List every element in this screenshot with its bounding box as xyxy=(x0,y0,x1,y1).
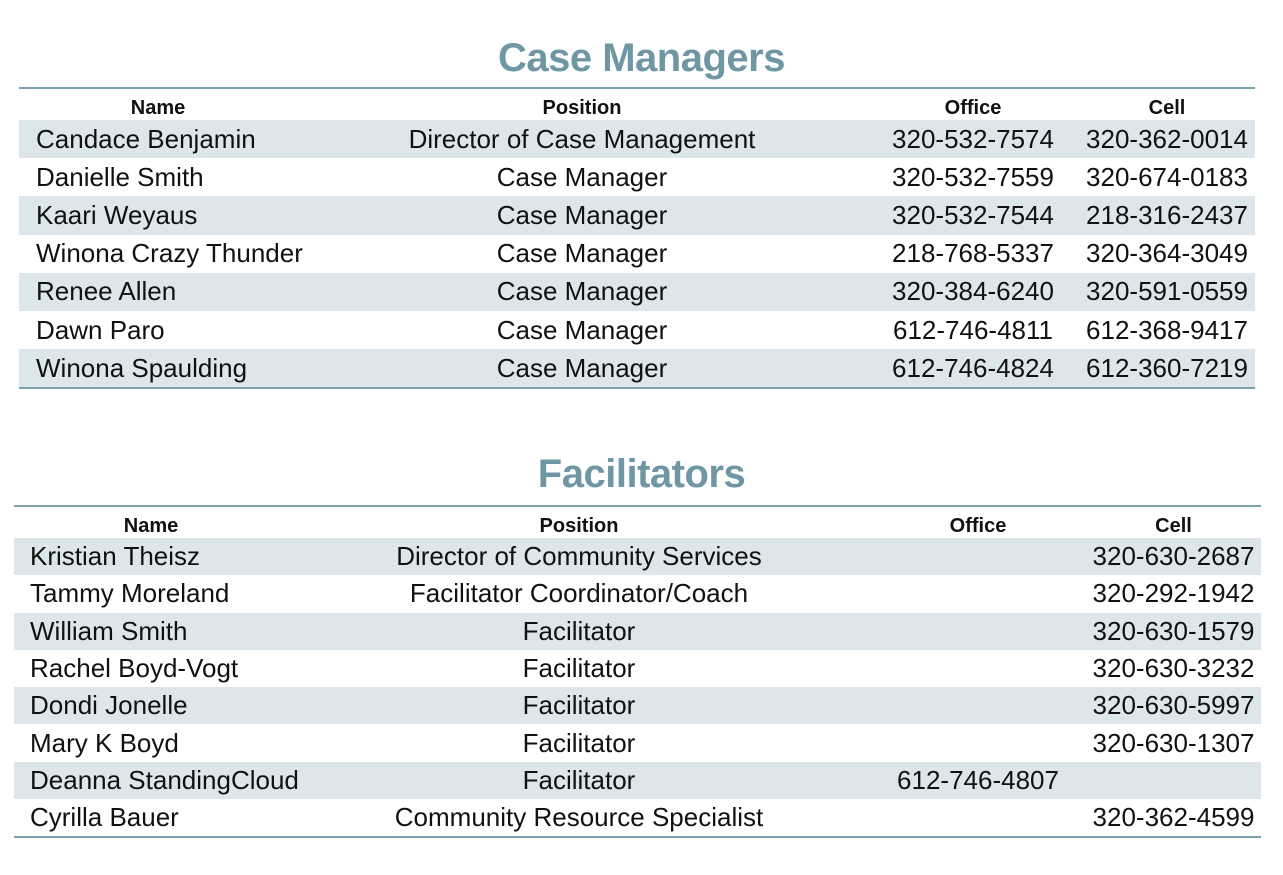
row-name: Mary K Boyd xyxy=(30,727,179,758)
row-position: Case Manager xyxy=(496,314,668,345)
row-position: Community Resource Specialist xyxy=(394,802,764,833)
row-position: Facilitator xyxy=(288,687,870,724)
table-row xyxy=(14,762,1261,799)
row-position: Facilitator xyxy=(522,727,636,758)
row-cell: 320-630-1307 xyxy=(1092,727,1255,758)
row-cell: 320-362-4599 xyxy=(1092,802,1255,833)
table-row xyxy=(19,158,1255,196)
table-row xyxy=(19,349,1255,388)
table-row xyxy=(19,235,1255,273)
table-row xyxy=(19,311,1255,349)
row-position: Case Manager xyxy=(496,238,668,269)
column-header-position: Position xyxy=(542,97,622,119)
table-row xyxy=(14,687,1261,724)
facilitators-table xyxy=(14,505,1261,838)
row-cell: 320-630-2687 xyxy=(1086,538,1261,575)
row-name: Deanna StandingCloud xyxy=(14,762,288,799)
case-managers-table xyxy=(19,87,1255,389)
table-header-row xyxy=(19,88,1255,120)
row-position: Director of Community Services xyxy=(288,538,870,575)
row-name: Winona Spaulding xyxy=(19,349,297,388)
row-cell: 320-630-3232 xyxy=(1092,653,1255,684)
row-name: Dawn Paro xyxy=(36,314,165,345)
row-position: Facilitator xyxy=(522,653,636,684)
row-name: Dondi Jonelle xyxy=(14,687,288,724)
row-position: Facilitator xyxy=(288,762,870,799)
table-row xyxy=(14,613,1261,650)
column-header-cell: Cell xyxy=(1155,515,1192,537)
row-cell: 320-292-1942 xyxy=(1092,578,1255,609)
row-cell: 320-630-5997 xyxy=(1086,687,1261,724)
row-position: Director of Case Management xyxy=(297,120,867,158)
row-cell: 218-316-2437 xyxy=(1079,196,1255,234)
row-name: Renee Allen xyxy=(19,273,297,311)
table-row xyxy=(14,724,1261,761)
row-office xyxy=(870,538,1086,575)
column-header-office: Office xyxy=(949,515,1007,537)
column-header-name: Name xyxy=(123,515,179,537)
row-office xyxy=(870,724,1086,761)
column-header-cell: Cell xyxy=(1148,97,1186,119)
table-header-row xyxy=(14,506,1261,538)
row-office xyxy=(870,613,1086,650)
row-cell xyxy=(1086,762,1261,799)
row-name: Winona Crazy Thunder xyxy=(36,238,303,269)
row-office: 320-532-7574 xyxy=(867,120,1079,158)
row-position: Facilitator xyxy=(288,613,870,650)
row-office xyxy=(870,799,1086,837)
row-cell: 320-630-1579 xyxy=(1086,613,1261,650)
row-name: Danielle Smith xyxy=(36,161,204,192)
row-office xyxy=(870,575,1086,612)
table-row xyxy=(19,120,1255,158)
table-row xyxy=(19,273,1255,311)
row-office: 320-384-6240 xyxy=(867,273,1079,311)
row-cell: 612-368-9417 xyxy=(1086,314,1248,345)
table-row xyxy=(14,575,1261,612)
row-cell: 612-360-7219 xyxy=(1079,349,1255,388)
column-header-office: Office xyxy=(944,97,1002,119)
row-name: Cyrilla Bauer xyxy=(30,802,179,833)
row-position: Facilitator Coordinator/Coach xyxy=(409,578,749,609)
row-office: 218-768-5337 xyxy=(892,238,1054,269)
row-name: Tammy Moreland xyxy=(30,578,230,609)
column-header-position: Position xyxy=(539,515,619,537)
row-name: Rachel Boyd-Vogt xyxy=(30,653,239,684)
row-office: 320-532-7559 xyxy=(892,161,1054,192)
row-office: 612-746-4824 xyxy=(867,349,1079,388)
row-position: Case Manager xyxy=(297,273,867,311)
row-name: Kristian Theisz xyxy=(14,538,288,575)
row-position: Case Manager xyxy=(496,161,668,192)
row-cell: 320-364-3049 xyxy=(1086,238,1248,269)
row-cell: 320-674-0183 xyxy=(1086,161,1248,192)
row-name: Candace Benjamin xyxy=(19,120,297,158)
case-managers-title: Case Managers xyxy=(498,36,785,80)
row-position: Case Manager xyxy=(297,349,867,388)
row-office: 320-532-7544 xyxy=(867,196,1079,234)
row-name: Kaari Weyaus xyxy=(19,196,297,234)
table-row xyxy=(14,799,1261,837)
facilitators-title: Facilitators xyxy=(537,452,746,496)
table-row xyxy=(14,538,1261,575)
row-cell: 320-591-0559 xyxy=(1079,273,1255,311)
row-office xyxy=(870,687,1086,724)
row-cell: 320-362-0014 xyxy=(1079,120,1255,158)
column-header-name: Name xyxy=(130,97,186,119)
row-office xyxy=(870,650,1086,687)
table-row xyxy=(14,650,1261,687)
row-office: 612-746-4807 xyxy=(870,762,1086,799)
row-office: 612-746-4811 xyxy=(893,314,1053,345)
table-row xyxy=(19,196,1255,234)
row-position: Case Manager xyxy=(297,196,867,234)
row-name: William Smith xyxy=(14,613,288,650)
